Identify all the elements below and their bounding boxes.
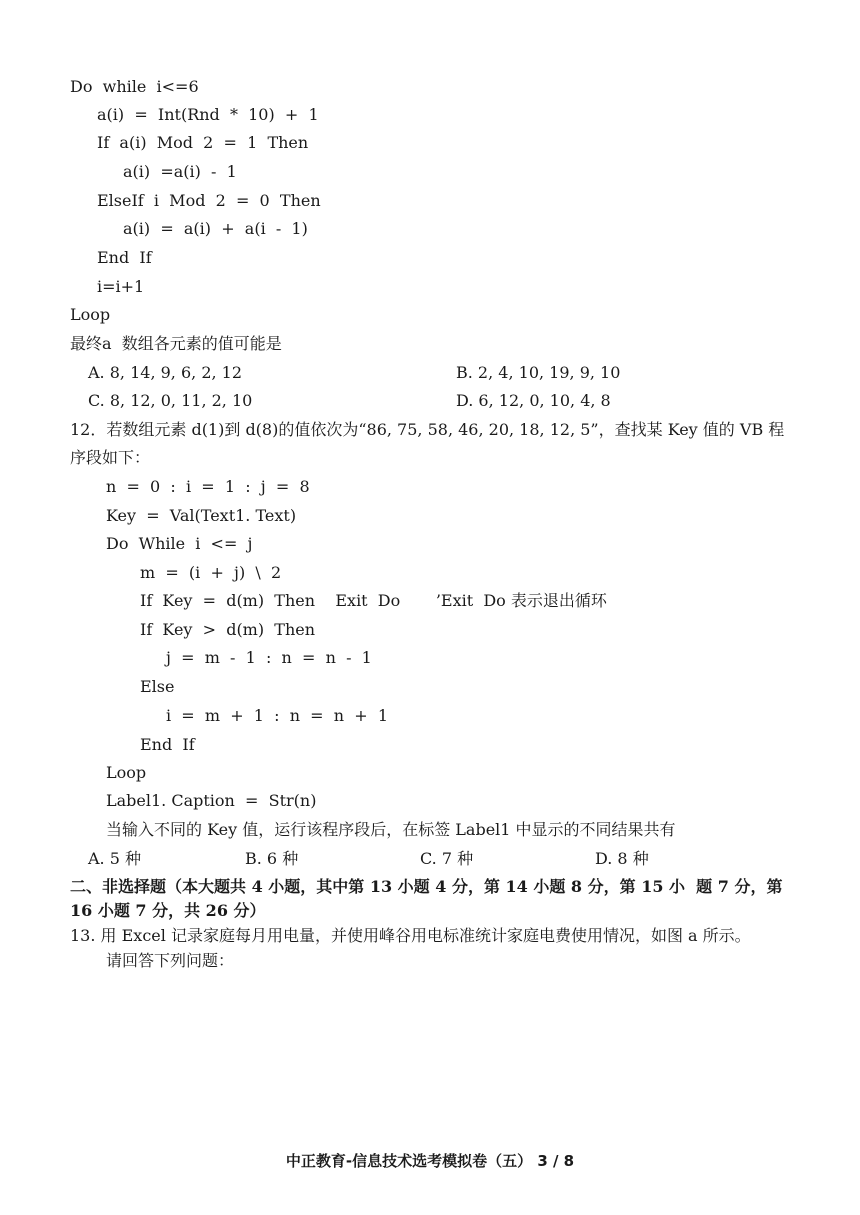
code-line: If Key > d(m) Then (140, 620, 316, 639)
option-a: A. 5 种 (88, 849, 141, 868)
code-line: End If (97, 248, 152, 267)
option-b: B. 6 种 (245, 849, 299, 868)
code-line: If Key = d(m) Then Exit Do ’Exit Do 表示退出循环 (140, 591, 607, 610)
option-b: B. 2, 4, 10, 19, 9, 10 (456, 363, 621, 382)
option-c: C. 8, 12, 0, 11, 2, 10 (88, 391, 253, 410)
question-prompt: 当输入不同的 Key 值，运行该程序段后，在标签 Label1 中显示的不同结果共有 (106, 820, 676, 839)
question-13-stem: 13. 用 Excel 记录家庭每月用电量，并使用峰谷用电标准统计家庭电费使用情况，如图 a 所示。 (70, 926, 751, 945)
section-heading-cont: 16 小题 7 分，共 26 分） (70, 901, 266, 920)
option-d: D. 8 种 (595, 849, 649, 868)
code-line: End If (140, 735, 195, 754)
question-prompt: 最终a 数组各元素的值可能是 (70, 334, 282, 353)
code-line: i = m + 1 : n = n + 1 (166, 706, 388, 725)
code-line: Loop (106, 763, 147, 782)
code-line: Key = Val(Text1. Text) (106, 506, 297, 525)
code-line: a(i) = Int(Rnd * 10) + 1 (97, 105, 319, 124)
code-line: j = m - 1 : n = n - 1 (166, 648, 372, 667)
option-d: D. 6, 12, 0, 10, 4, 8 (456, 391, 611, 410)
code-line: Loop (70, 305, 111, 324)
option-c: C. 7 种 (420, 849, 474, 868)
code-line: a(i) = a(i) + a(i - 1) (123, 219, 308, 238)
code-line: a(i) =a(i) - 1 (123, 162, 237, 181)
code-line: Do While i <= j (106, 534, 253, 553)
code-line: n = 0 : i = 1 : j = 8 (106, 477, 310, 496)
question-13-stem-cont: 请回答下列问题： (106, 951, 235, 970)
section-heading: 二、非选择题（本大题共 4 小题，其中第 13 小题 4 分，第 14 小题 8 分，第 15 小 题 7 分，第 (70, 877, 783, 896)
code-line: m = (i + j) \ 2 (140, 563, 282, 582)
code-line: Else (140, 677, 175, 696)
code-line: Do while i<=6 (70, 77, 199, 96)
code-line: If a(i) Mod 2 = 1 Then (97, 133, 309, 152)
code-line: Label1. Caption = Str(n) (106, 791, 317, 810)
question-12-stem-cont: 序段如下： (70, 448, 151, 467)
page-footer: 中正教育-信息技术选考模拟卷（五） 3 / 8 (285, 1152, 575, 1170)
code-line: i=i+1 (97, 277, 145, 296)
question-12-stem: 12．若数组元素 d(1)到 d(8)的值依次为“86, 75, 58, 46, 20, 18, 12, 5”，查找某 Key 值的 VB 程 (70, 420, 785, 439)
option-a: A. 8, 14, 9, 6, 2, 12 (88, 363, 243, 382)
code-line: ElseIf i Mod 2 = 0 Then (97, 191, 321, 210)
